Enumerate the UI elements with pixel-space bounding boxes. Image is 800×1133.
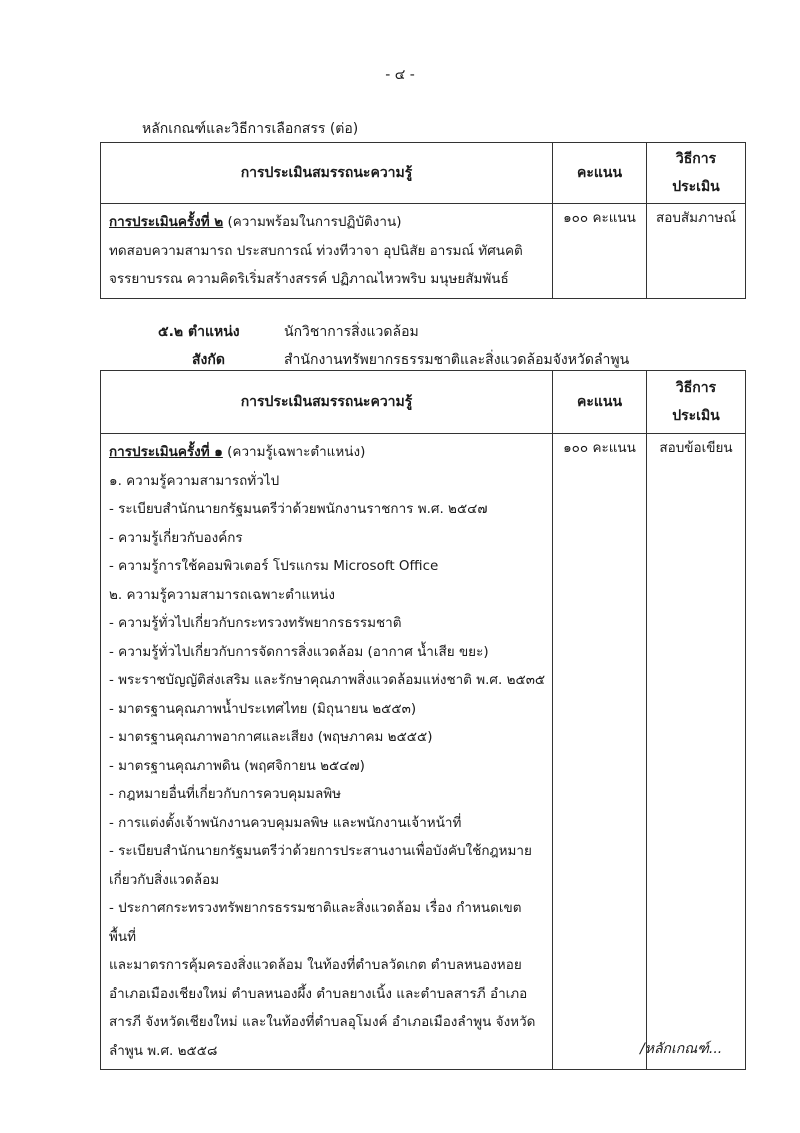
- table-row: [101, 434, 746, 1070]
- evaluation-line: ทดสอบความสามารถ ประสบการณ์ ท่วงทีวาจา อุปนิสัย อารมณ์ ทัศนคติ: [109, 242, 523, 259]
- score-cell: ๑๐๐ คะแนน: [553, 204, 647, 299]
- round-note: (ความรู้เฉพาะตำแหน่ง): [222, 444, 366, 460]
- table-header-row: [101, 143, 746, 204]
- evaluation-line: ๒. ความรู้ความสามารถเฉพาะตำแหน่ง: [109, 586, 335, 603]
- evaluation-line: จรรยาบรรณ ความคิดริเริ่มสร้างสรรค์ ปฏิภาณไหวพริบ มนุษยสัมพันธ์: [109, 271, 509, 287]
- header-method-line2: ประเมิน: [672, 408, 720, 424]
- header-method: [647, 143, 746, 204]
- position-block: [158, 318, 629, 374]
- header-method-line2: ประเมิน: [672, 179, 720, 195]
- header-score: คะแนน: [553, 143, 647, 204]
- evaluation-line: - ความรู้ทั่วไปเกี่ยวกับกระทรวงทรัพยากรธรรมชาติ: [109, 615, 402, 631]
- method-cell: สอบข้อเขียน: [647, 434, 746, 1070]
- table-row: [101, 204, 746, 299]
- continuation-marker: /หลักเกณฑ์...: [640, 1041, 723, 1057]
- evaluation-line: ลำพูน พ.ศ. ๒๕๕๘: [109, 1042, 218, 1059]
- evaluation-line: - ความรู้การใช้คอมพิวเตอร์ โปรแกรม Microsoft Office: [109, 558, 439, 574]
- evaluation-line: - ความรู้ทั่วไปเกี่ยวกับการจัดการสิ่งแวดล้อม (อากาศ น้ำเสีย ขยะ): [109, 643, 489, 660]
- page-number: - ๔ -: [385, 67, 415, 83]
- evaluation-line: และมาตรการคุ้มครองสิ่งแวดล้อม ในท้องที่ตำบลวัดเกต ตำบลหนองหอย: [109, 957, 522, 973]
- evaluation-line: - มาตรฐานคุณภาพดิน (พฤศจิกายน ๒๕๔๗): [109, 757, 365, 774]
- position-label: ๕.๒ ตำแหน่ง: [158, 324, 240, 340]
- position-value: นักวิชาการสิ่งแวดล้อม: [284, 324, 419, 340]
- round-title: การประเมินครั้งที่ ๒: [109, 214, 224, 230]
- round-title: การประเมินครั้งที่ ๑: [109, 444, 223, 460]
- header-evaluation: การประเมินสมรรถนะความรู้: [101, 143, 553, 204]
- evaluation-cell: [101, 434, 553, 1070]
- evaluation-line: - กฎหมายอื่นที่เกี่ยวกับการควบคุมมลพิษ: [109, 786, 342, 802]
- round-note: (ความพร้อมในการปฏิบัติงาน): [223, 214, 402, 230]
- evaluation-line: ๑. ความรู้ความสามารถทั่วไป: [109, 472, 280, 489]
- evaluation-line: - ระเบียบสำนักนายกรัฐมนตรีว่าด้วยพนักงานราชการ พ.ศ. ๒๕๔๗: [109, 501, 488, 517]
- assessment-table-1: [100, 142, 746, 299]
- header-evaluation: การประเมินสมรรถนะความรู้: [101, 371, 553, 434]
- evaluation-line: เกี่ยวกับสิ่งแวดล้อม: [109, 871, 220, 888]
- evaluation-line: - ความรู้เกี่ยวกับองค์กร: [109, 529, 243, 546]
- evaluation-line: อำเภอเมืองเชียงใหม่ ตำบลหนองผึ้ง ตำบลยางเนิ้ง และตำบลสารภี อำเภอ: [109, 985, 528, 1002]
- header-score: คะแนน: [553, 371, 647, 434]
- assessment-table-2: [100, 370, 746, 1070]
- header-method: [647, 371, 746, 434]
- section-heading: หลักเกณฑ์และวิธีการเลือกสรร (ต่อ): [142, 121, 359, 137]
- department-value: สำนักงานทรัพยากรธรรมชาติและสิ่งแวดล้อมจังหวัดลำพูน: [284, 352, 630, 368]
- evaluation-line: - มาตรฐานคุณภาพน้ำประเทศไทย (มิถุนายน ๒๕๕๓): [109, 700, 417, 717]
- score-cell: ๑๐๐ คะแนน: [553, 434, 647, 1070]
- department-label: สังกัด: [192, 352, 225, 368]
- evaluation-line: - ระเบียบสำนักนายกรัฐมนตรีว่าด้วยการประสานงานเพื่อบังคับใช้กฎหมาย: [109, 843, 532, 859]
- evaluation-line: - ประกาศกระทรวงทรัพยากรธรรมชาติและสิ่งแวดล้อม เรื่อง กำหนดเขตพื้นที่: [109, 900, 522, 945]
- evaluation-line: - พระราชบัญญัติส่งเสริม และรักษาคุณภาพสิ่งแวดล้อมแห่งชาติ พ.ศ. ๒๕๓๕: [109, 672, 546, 688]
- header-method-line1: วิธีการ: [675, 151, 717, 167]
- evaluation-cell: [101, 204, 553, 299]
- evaluation-line: - การแต่งตั้งเจ้าพนักงานควบคุมมลพิษ และพนักงานเจ้าหน้าที่: [109, 814, 462, 831]
- table-header-row: [101, 371, 746, 434]
- evaluation-line: - มาตรฐานคุณภาพอากาศและเสียง (พฤษภาคม ๒๕๕๕): [109, 729, 433, 745]
- evaluation-line: สารภี จังหวัดเชียงใหม่ และในท้องที่ตำบลอุโมงค์ อำเภอเมืองลำพูน จังหวัด: [109, 1014, 536, 1030]
- method-cell: สอบสัมภาษณ์: [647, 204, 746, 299]
- header-method-line1: วิธีการ: [675, 380, 717, 396]
